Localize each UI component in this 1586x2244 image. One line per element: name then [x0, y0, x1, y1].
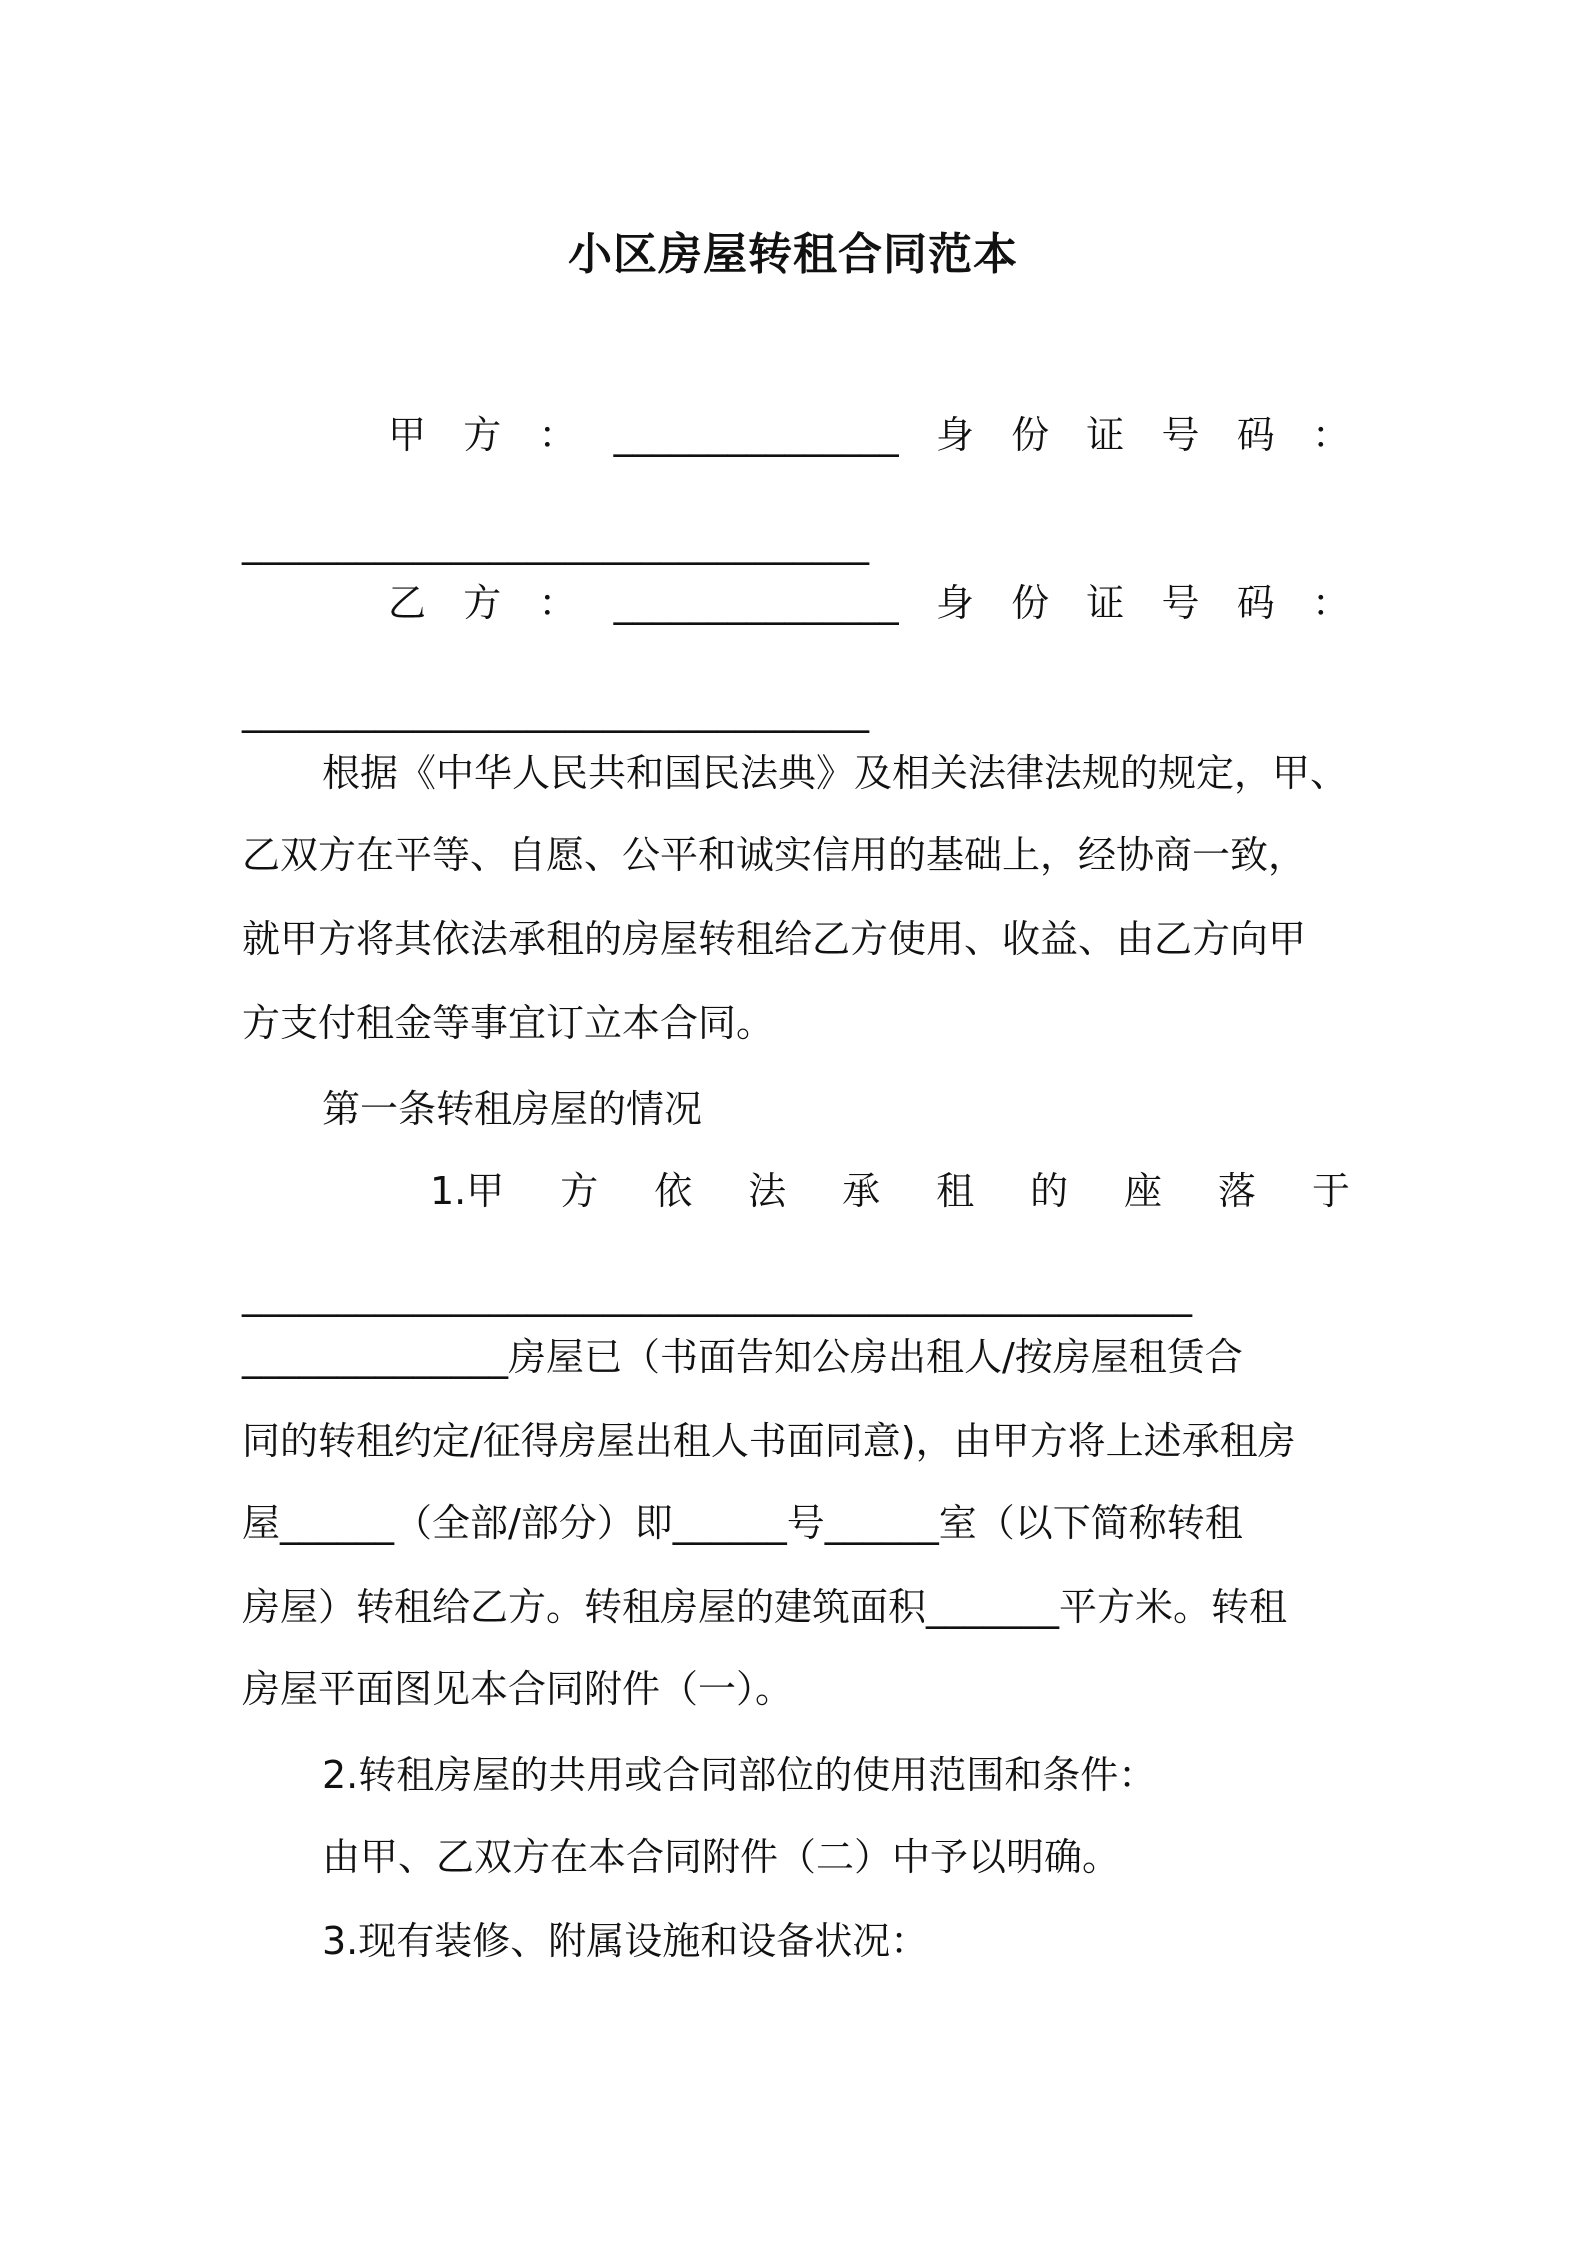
item-1-word-7: 的 [1030, 1169, 1069, 1213]
item-1-word-3: 依 [654, 1169, 693, 1213]
party-b-line [388, 576, 1350, 630]
item-1-word-5: 承 [842, 1169, 881, 1213]
party-a-line [388, 408, 1350, 462]
item-1-line [430, 1164, 1350, 1218]
party-b-id-label-5: 码 [1236, 581, 1275, 625]
party-a-id-label-1: 身 [935, 413, 974, 457]
party-b-id-label-2: 份 [1011, 581, 1050, 625]
item-2-detail: 由甲、乙双方在本合同附件（二）中予以明确。 [322, 1835, 1121, 1879]
party-a-id-label-3: 证 [1086, 413, 1125, 457]
party-a-label-1: 甲 [388, 413, 427, 457]
item-1-word-10: 于 [1311, 1169, 1350, 1213]
party-a-id-label-2: 份 [1011, 413, 1050, 457]
party-b-label-2: 方 [463, 581, 502, 625]
party-a-id-label-4: 号 [1161, 413, 1200, 457]
party-a-id-label-6: ： [1311, 413, 1350, 457]
preamble-line-2: 乙双方在平等、自愿、公平和诚实信用的基础上，经协商一致， [242, 833, 1307, 877]
item-1-text-line-2: 同的转租约定/征得房屋出租人书面同意)，由甲方将上述承租房 [242, 1419, 1296, 1463]
party-b-id-label-6: ： [1311, 581, 1350, 625]
party-a-label-2: 方 [463, 413, 502, 457]
item-1-word-6: 租 [936, 1169, 975, 1213]
party-b-name-blank: _______________ [613, 581, 899, 625]
party-a-name-blank: _______________ [613, 413, 899, 457]
party-b-id-label-3: 证 [1086, 581, 1125, 625]
party-b-id-label-4: 号 [1161, 581, 1200, 625]
item-1-text-line-5: 房屋平面图见本合同附件（一）。 [242, 1667, 794, 1711]
party-b-label-3: ： [538, 581, 577, 625]
item-1-address-blank: __________________________________________________ [242, 1273, 1192, 1317]
party-a-id-blank: _________________________________ [242, 521, 869, 565]
party-b-id-blank: _________________________________ [242, 689, 869, 733]
party-a-label-3: ： [538, 413, 577, 457]
preamble-line-4: 方支付租金等事宜订立本合同。 [242, 1001, 775, 1045]
party-a-id-label-5: 码 [1236, 413, 1275, 457]
item-1-word-8: 座 [1124, 1169, 1163, 1213]
party-b-label-1: 乙 [388, 581, 427, 625]
item-2: 2.转租房屋的共用或合同部位的使用范围和条件： [322, 1753, 1157, 1797]
item-3: 3.现有装修、附属设施和设备状况： [322, 1919, 929, 1963]
item-1-word-2: 方 [560, 1169, 599, 1213]
document-title: 小区房屋转租合同范本 [568, 229, 1018, 280]
item-1-text-line-3: 屋______（全部/部分）即______号______室（以下简称转租 [242, 1501, 1243, 1545]
item-1-text-line-1: ______________房屋已（书面告知公房出租人/按房屋租赁合 [242, 1335, 1243, 1379]
item-1-word-9: 落 [1218, 1169, 1257, 1213]
preamble-line-3: 就甲方将其依法承租的房屋转租给乙方使用、收益、由乙方向甲 [242, 917, 1307, 961]
item-1-text-line-4: 房屋）转租给乙方。转租房屋的建筑面积_______平方米。转租 [242, 1585, 1288, 1629]
preamble-line-1: 根据《中华人民共和国民法典》及相关法律法规的规定，甲、 [322, 751, 1349, 795]
party-b-id-label-1: 身 [935, 581, 974, 625]
item-1-word-4: 法 [748, 1169, 787, 1213]
article-1-heading: 第一条转租房屋的情况 [322, 1087, 703, 1131]
item-1-word-1: 1.甲 [430, 1169, 505, 1213]
